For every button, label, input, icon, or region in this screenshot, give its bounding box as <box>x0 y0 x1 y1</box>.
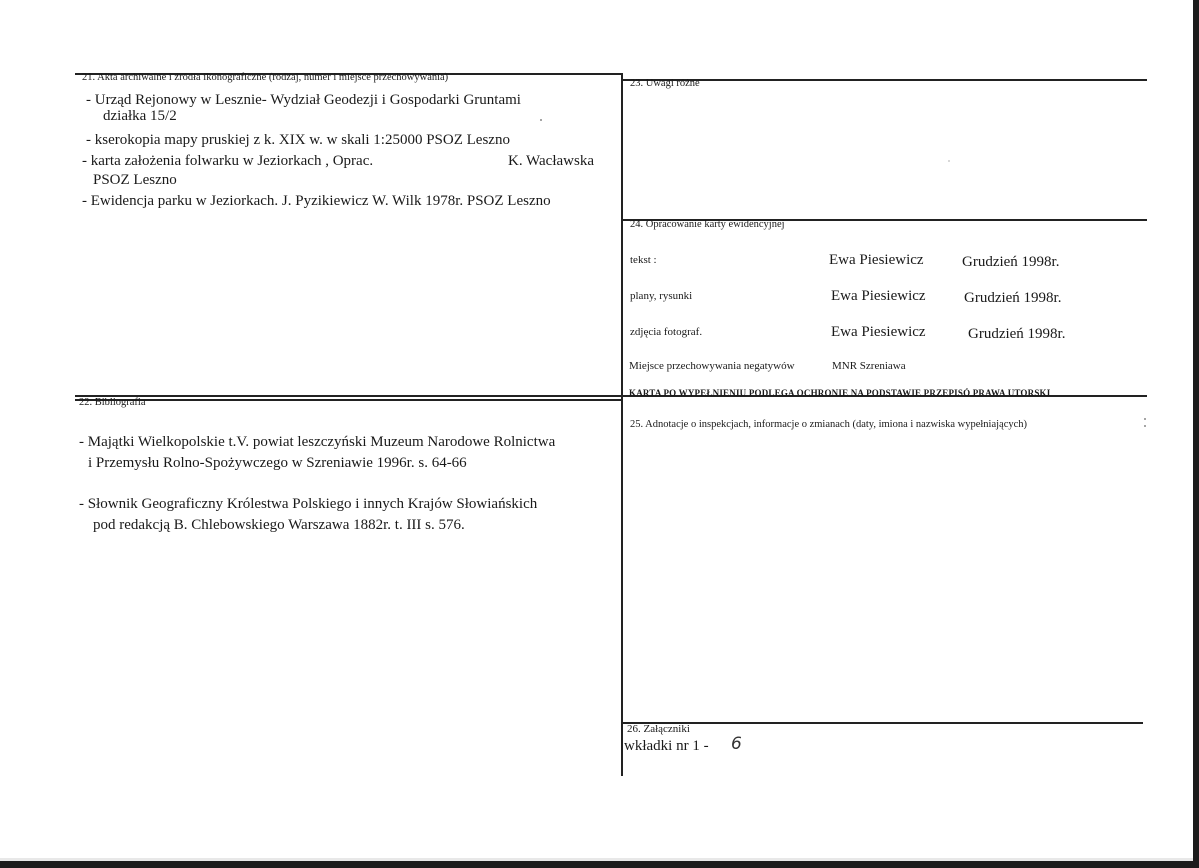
section-21-line-6: - Ewidencja parku w Jeziorkach. J. Pyzikiewicz W. Wilk 1978r. PSOZ Leszno <box>82 193 551 209</box>
negatives-label: Miejsce przechowywania negatywów <box>629 360 795 372</box>
section-25-heading: 25. Adnotacje o inspekcjach, informacje o zmianach (daty, imiona i nazwiska wypełniających) <box>630 419 1028 430</box>
section-24-heading: 24. Opracowanie karty ewidencyjnej <box>630 219 785 230</box>
row-photos-label: zdjęcia fotograf. <box>630 326 703 338</box>
section-22-heading: 22. Bibliografia <box>79 397 146 408</box>
scan-speck <box>1144 418 1146 420</box>
row-text-label: tekst : <box>630 254 657 266</box>
row-text-name: Ewa Piesiewicz <box>829 252 924 268</box>
grid-line-22-top <box>75 399 622 401</box>
grid-top-line-right <box>622 79 1147 81</box>
row-plans-name: Ewa Piesiewicz <box>831 288 926 304</box>
section-22-line-2: i Przemysłu Rolno-Spożywczego w Szreniawie 1996r. s. 64-66 <box>88 455 467 471</box>
copyright-note: KARTA PO WYPEŁNIENIU PODLEGA OCHRONIE NA PODSTAWIE PRZEPISÓ PRAWA UTORSKI <box>629 388 1051 398</box>
section-21-heading: 21. Akta archiwalne i źródła ikonograficzne (rodzaj, numer i miejsce przechowywania) <box>82 72 449 83</box>
grid-line-26-top <box>622 722 1143 724</box>
scan-speck <box>948 160 950 162</box>
row-text-date: Grudzień 1998r. <box>962 254 1060 270</box>
section-21-line-4-author: K. Wacławska <box>508 153 594 169</box>
scan-speck <box>1144 425 1146 427</box>
section-22-line-4: pod redakcją B. Chlebowskiego Warszawa 1882r. t. III s. 576. <box>93 517 465 533</box>
row-plans-date: Grudzień 1998r. <box>964 290 1062 306</box>
row-plans-label: plany, rysunki <box>630 290 693 302</box>
section-21-line-3: - kserokopia mapy pruskiej z k. XIX w. w skali 1:25000 PSOZ Leszno <box>86 132 510 148</box>
section-21-line-5: PSOZ Leszno <box>93 172 177 188</box>
section-22-line-1: - Majątki Wielkopolskie t.V. powiat leszczyński Muzeum Narodowe Rolnictwa <box>79 434 556 450</box>
grid-center-divider <box>621 73 623 776</box>
section-26-handwritten-number: 6 <box>731 734 742 754</box>
section-21-line-1: - Urząd Rejonowy w Lesznie- Wydział Geodezji i Gospodarki Gruntami <box>86 92 521 108</box>
section-21-line-2: działka 15/2 <box>103 108 177 124</box>
negatives-value: MNR Szreniawa <box>832 360 906 372</box>
row-photos-date: Grudzień 1998r. <box>968 326 1066 342</box>
section-22-line-3: - Słownik Geograficzny Królestwa Polskiego i innych Krajów Słowiańskich <box>79 496 538 512</box>
section-26-text: wkładki nr 1 - <box>624 738 709 754</box>
section-26-heading: 26. Załączniki <box>627 723 690 735</box>
scan-speck <box>540 119 542 121</box>
scan-border-right <box>1193 0 1199 868</box>
section-23-heading: 23. Uwagi różne <box>630 78 700 89</box>
scan-border-bottom <box>0 861 1199 868</box>
section-21-line-4: - karta założenia folwarku w Jeziorkach , Oprac. <box>82 153 374 169</box>
row-photos-name: Ewa Piesiewicz <box>831 324 926 340</box>
